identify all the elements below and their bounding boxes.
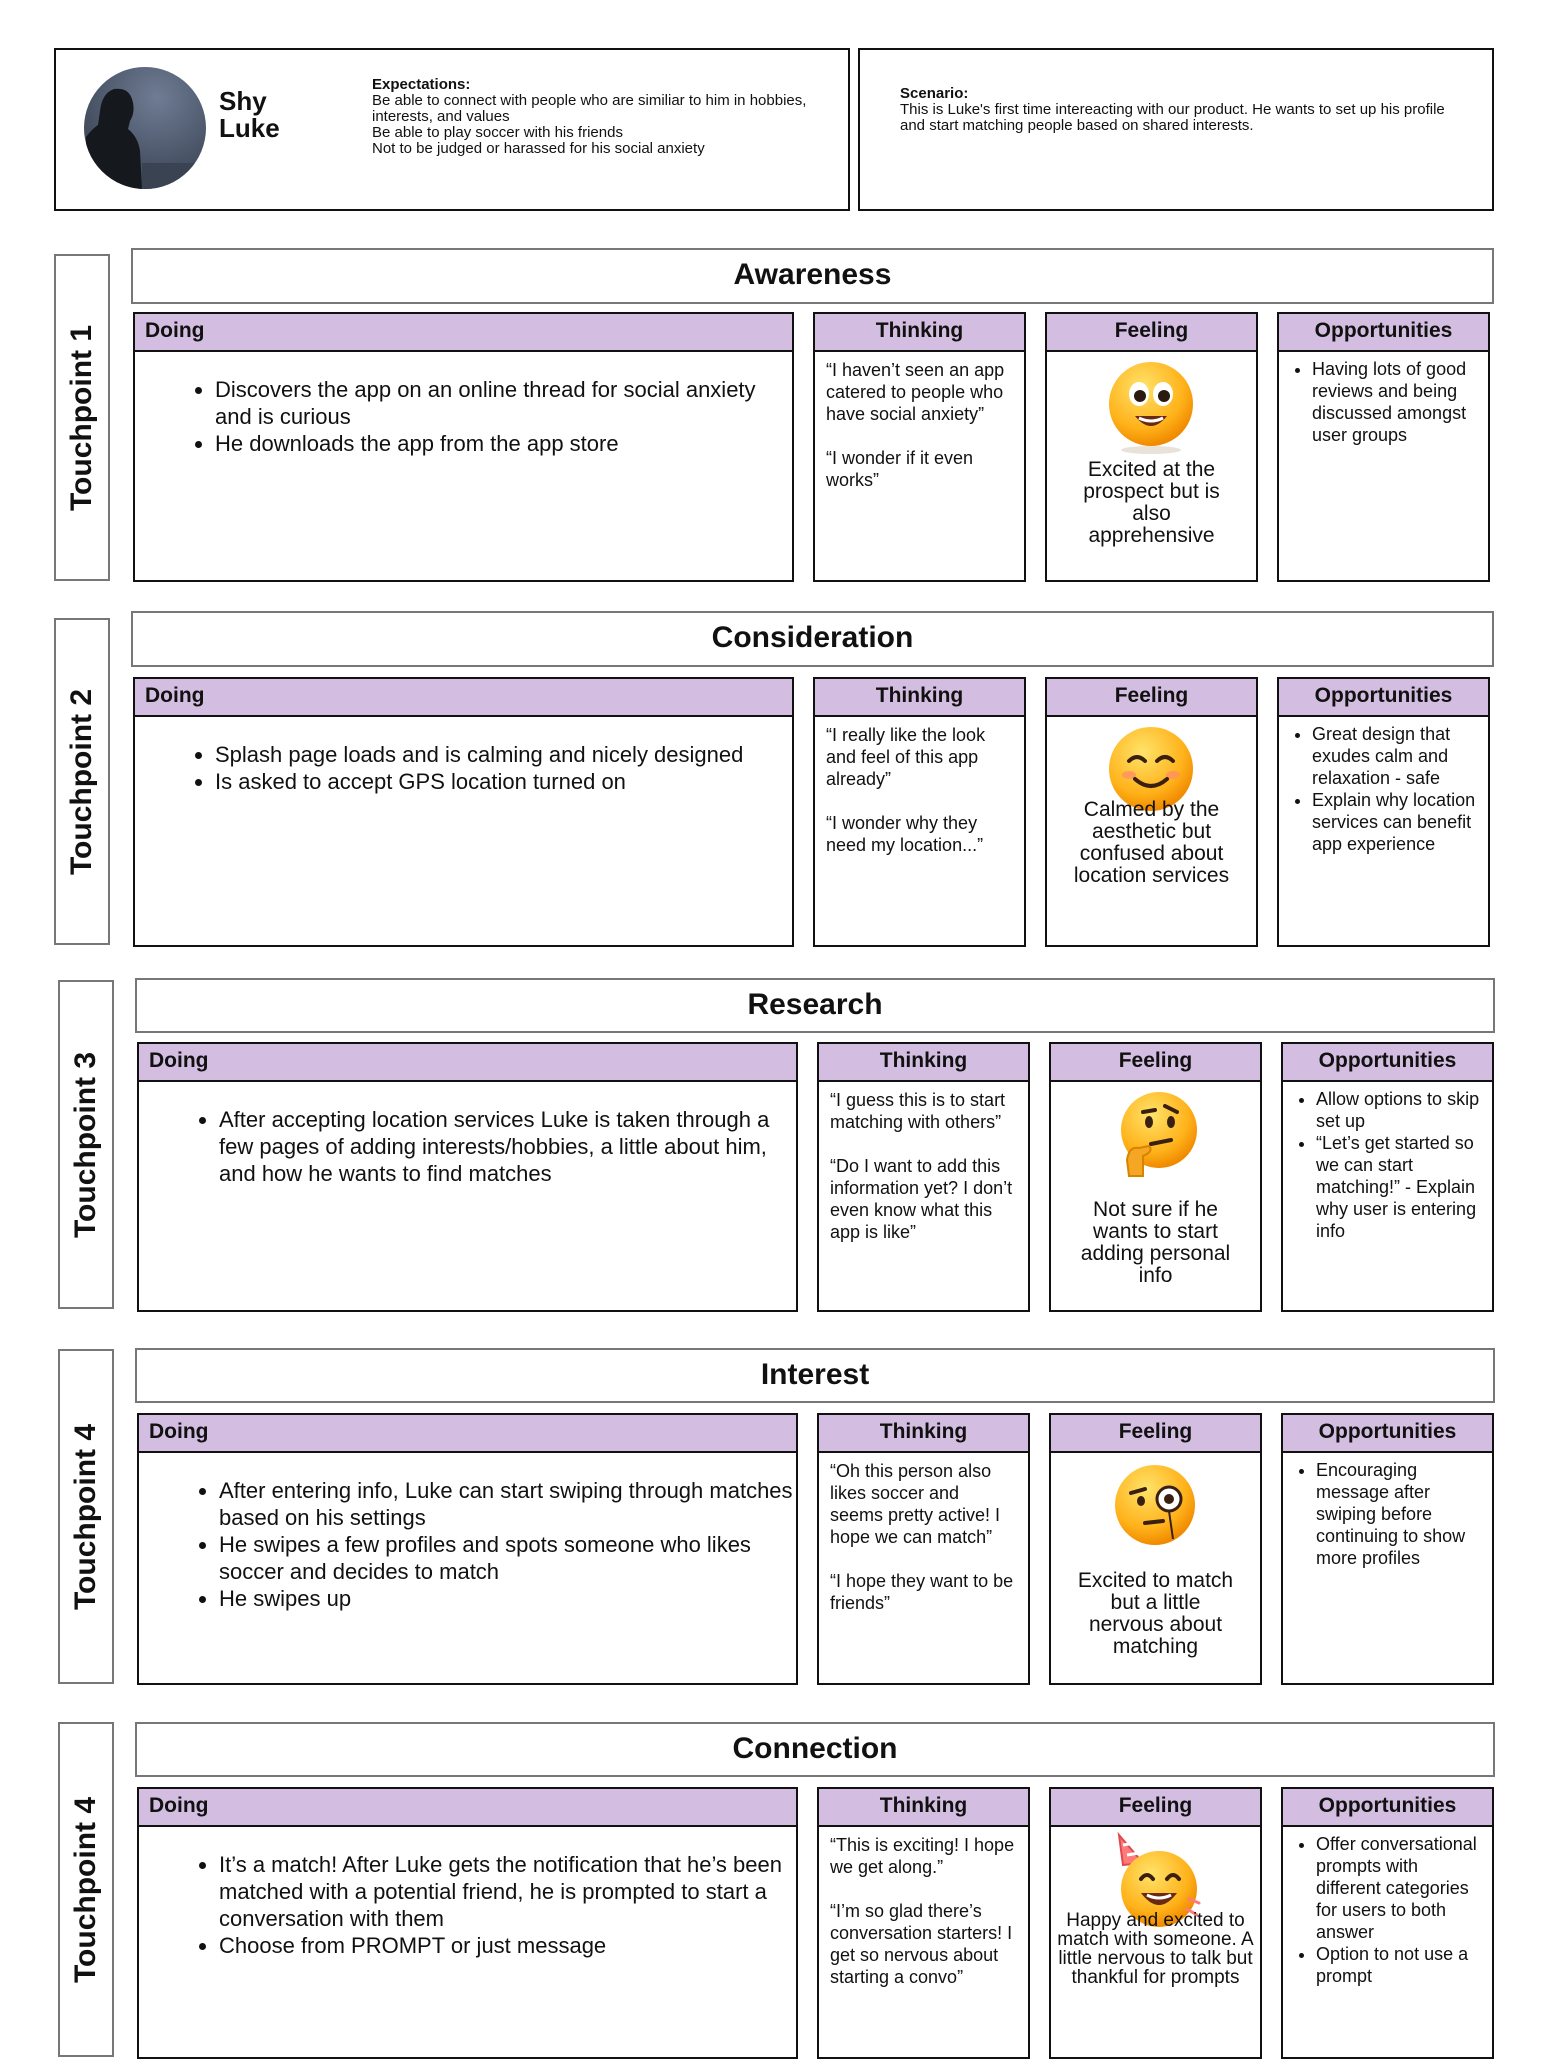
feeling-header: Feeling [1047,679,1256,717]
doing-cell [133,312,794,582]
thinking-cell [813,677,1026,947]
opportunity-item: • Allow options to skip set up [1316,1088,1484,1132]
monocle-emoji-icon [1109,1459,1205,1560]
doing-list [135,376,792,457]
persona-name [219,88,280,142]
thinking-quote: “I’m so glad there’s conversation starters! I get so nervous about starting a convo” [830,1901,1013,1987]
opportunities-header: Opportunities [1279,314,1488,352]
thinking-quotes [819,1453,1028,1614]
touchpoint-label [58,1349,114,1684]
opportunities-cell [1277,312,1490,582]
feeling-text: Not sure if he wants to start adding personal info [1080,1198,1231,1287]
thinking-quote: “I haven’t seen an app catered to people who have social anxiety” [826,360,1005,424]
thinking-header: Thinking [815,314,1024,352]
touchpoint-label [58,980,114,1309]
doing-item: • Discovers the app on an online thread for social anxiety and is curious [215,376,792,430]
opportunities-header: Opportunities [1279,679,1488,717]
expectation-item: Be able to connect with people who are similiar to him in hobbies, interests, and values [372,92,807,125]
feeling-text: Excited to match but a little nervous about matching [1077,1569,1234,1658]
thinking-emoji-icon [1109,1088,1205,1189]
opportunity-item: • Having lots of good reviews and being discussed amongst user groups [1312,358,1480,446]
feeling-header: Feeling [1051,1789,1260,1827]
thinking-cell [817,1413,1030,1685]
scenario-text: This is Luke's first time intereacting with our product. He wants to set up his profile and start matching people based on shared interests. [900,101,1445,134]
opportunity-item: • “Let’s get started so we can start matching!” - Explain why user is entering info [1316,1132,1484,1242]
thinking-header: Thinking [819,1044,1028,1082]
touchpoint-label [54,254,110,581]
scenario-card [858,48,1494,211]
expectation-item: Not to be judged or harassed for his social anxiety [372,140,705,157]
doing-item: • He downloads the app from the app store [215,430,792,457]
thinking-quote: “I really like the look and feel of this app already” [826,725,986,789]
thinking-quote: “Do I want to add this information yet? I don’t even know what this app is like” [830,1156,1013,1242]
thinking-quote: “Oh this person also likes soccer and seems pretty active! I hope we can match” [830,1461,1001,1547]
doing-header: Doing [135,679,792,717]
thinking-quote: “I wonder if it even works” [826,448,974,490]
opportunities-header: Opportunities [1283,1415,1492,1453]
persona-name-line2: Luke [219,113,280,143]
opportunity-item: • Option to not use a prompt [1316,1943,1484,1987]
opportunities-list [1283,1459,1492,1569]
expectation-item: Be able to play soccer with his friends [372,124,623,141]
feeling-cell [1049,1413,1262,1685]
feeling-text: Happy and excited to match with someone. A little nervous to talk but thankful for prompts [1057,1910,1254,1988]
stage-title: Awareness [131,248,1494,304]
feeling-cell [1049,1042,1262,1312]
doing-header: Doing [139,1044,796,1082]
thinking-header: Thinking [819,1415,1028,1453]
touchpoint-label-text: Touchpoint 1 [65,324,98,511]
opportunities-cell [1281,1042,1494,1312]
doing-list [135,741,792,795]
opportunity-item: • Offer conversational prompts with different categories for users to both answer [1316,1833,1484,1943]
opportunities-cell [1281,1413,1494,1685]
doing-cell [133,677,794,947]
opportunities-cell [1277,677,1490,947]
opportunities-list [1283,1833,1492,1987]
doing-item: • He swipes up [219,1585,796,1612]
stage-title: Research [135,978,1495,1033]
doing-header: Doing [139,1415,796,1453]
doing-cell [137,1042,798,1312]
doing-item: • Choose from PROMPT or just message [219,1932,796,1959]
thinking-quotes [815,352,1024,491]
doing-cell [137,1413,798,1685]
touchpoint-label-text: Touchpoint 3 [69,1051,102,1238]
doing-item: • He swipes a few profiles and spots someone who likes soccer and decides to match [219,1531,796,1585]
excited-emoji-icon [1105,358,1201,459]
feeling-cell [1045,677,1258,947]
feeling-text: Excited at the prospect but is also apprehensive [1083,458,1220,547]
feeling-text: Calmed by the aesthetic but confused about location services [1073,798,1230,887]
stage-title: Connection [135,1722,1495,1777]
doing-list [139,1477,796,1612]
doing-item: • Is asked to accept GPS location turned on [215,768,792,795]
thinking-quote: “This is exciting! I hope we get along.” [830,1835,1015,1877]
stage-title: Interest [135,1348,1495,1403]
touchpoint-label-text: Touchpoint 2 [65,688,98,875]
doing-item: • Splash page loads and is calming and nicely designed [215,741,792,768]
opportunities-list [1279,723,1488,855]
stage-title: Consideration [131,611,1494,667]
feeling-header: Feeling [1047,314,1256,352]
doing-item: • After accepting location services Luke is taken through a few pages of adding interests/hobbies, a little about him, and how he wants to find matches [219,1106,796,1187]
opportunities-header: Opportunities [1283,1044,1492,1082]
doing-list [139,1106,796,1187]
persona-card [54,48,850,211]
doing-item: • After entering info, Luke can start swiping through matches based on his settings [219,1477,796,1531]
thinking-quotes [815,717,1024,856]
doing-header: Doing [139,1789,796,1827]
persona-name-line1: Shy [219,86,267,116]
opportunities-cell [1281,1787,1494,2059]
touchpoint-label-text: Touchpoint 4 [69,1423,102,1610]
scenario-title: Scenario: [900,85,969,102]
doing-cell [137,1787,798,2059]
thinking-cell [813,312,1026,582]
expectations [372,77,832,157]
touchpoint-label-text: Touchpoint 4 [69,1796,102,1983]
thinking-cell [817,1042,1030,1312]
thinking-quote: “I hope they want to be friends” [830,1571,1014,1613]
feeling-header: Feeling [1051,1044,1260,1082]
thinking-header: Thinking [819,1789,1028,1827]
opportunity-item: • Explain why location services can benefit app experience [1312,789,1480,855]
opportunities-list [1283,1088,1492,1242]
expectations-title: Expectations: [372,76,471,93]
touchpoint-label [54,618,110,945]
feeling-header: Feeling [1051,1415,1260,1453]
doing-list [139,1851,796,1959]
thinking-quote: “I wonder why they need my location...” [826,813,984,855]
feeling-cell [1045,312,1258,582]
opportunity-item: • Encouraging message after swiping before continuing to show more profiles [1316,1459,1484,1569]
thinking-quotes [819,1082,1028,1243]
opportunity-item: • Great design that exudes calm and relaxation - safe [1312,723,1480,789]
persona-avatar [84,67,206,189]
opportunities-list [1279,358,1488,446]
thinking-quotes [819,1827,1028,1988]
thinking-header: Thinking [815,679,1024,717]
thinking-quote: “I guess this is to start matching with others” [830,1090,1006,1132]
touchpoint-label [58,1722,114,2057]
feeling-cell [1049,1787,1262,2059]
doing-header: Doing [135,314,792,352]
opportunities-header: Opportunities [1283,1789,1492,1827]
doing-item: • It’s a match! After Luke gets the notification that he’s been matched with a potential friend, he is prompted to start a conversation with them [219,1851,796,1932]
thinking-cell [817,1787,1030,2059]
